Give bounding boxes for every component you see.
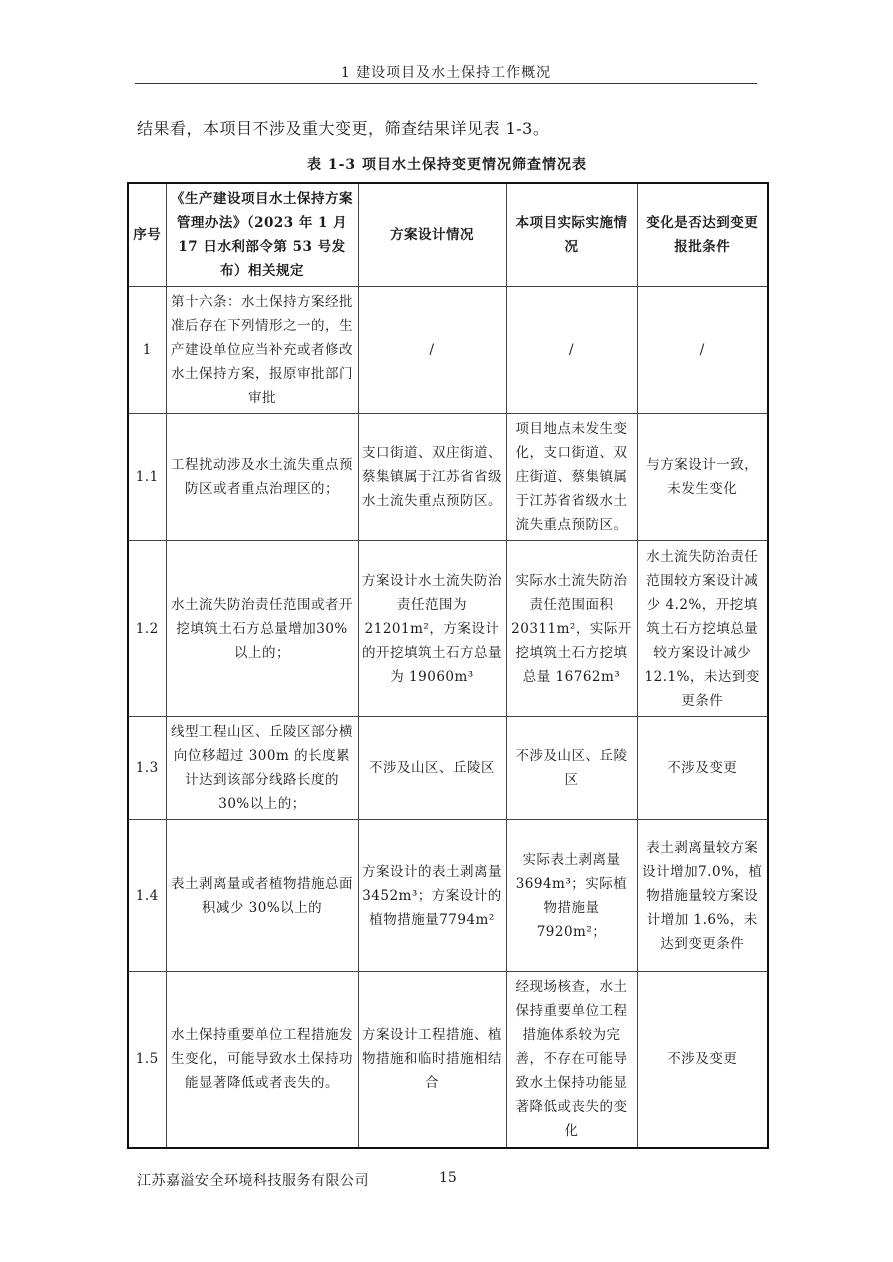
row-result: / [637, 287, 768, 414]
row-design: 方案设计工程措施、植物措施和临时措施相结合 [358, 972, 506, 1148]
row-actual: 实际表土剥离量3694m³；实际植物措施量7920m²； [506, 820, 637, 972]
footer-company: 江苏嘉溢安全环境科技服务有限公司 [137, 1173, 369, 1189]
row-no: 1.4 [128, 820, 166, 972]
row-actual: 项目地点未发生变化，支口街道、双庄街道、蔡集镇属于江苏省省级水土流失重点预防区。 [506, 414, 637, 541]
col-header-rule: 《生产建设项目水土保持方案管理办法》（2023 年 1 月 17 日水利部令第 53 号发布）相关规定 [166, 183, 358, 287]
row-design: 不涉及山区、丘陵区 [358, 717, 506, 820]
row-result: 表土剥离量较方案设计增加7.0%，植物措施量较方案设计增加 1.6%，未达到变更条件 [637, 820, 768, 972]
table-row [128, 717, 768, 820]
row-rule: 水土流失防治责任范围或者开挖填筑土石方总量增加30%以上的； [166, 541, 358, 717]
table-header-row [128, 183, 768, 287]
row-design: 方案设计水土流失防治责任范围为21201m²，方案设计的开挖填筑土石方总量为 19060m³ [358, 541, 506, 717]
intro-text: 结果看，本项目不涉及重大变更，筛查结果详见表 1-3。 [137, 119, 550, 138]
row-rule: 工程扰动涉及水土流失重点预防区或者重点治理区的； [166, 414, 358, 541]
row-design: / [358, 287, 506, 414]
table-caption: 表 1-3 项目水土保持变更情况筛查情况表 [306, 157, 588, 173]
table-row [128, 287, 768, 414]
row-no: 1.2 [128, 541, 166, 717]
row-actual: 实际水土流失防治责任范围面积20311m²，实际开挖填筑土石方挖填总量 16762m³ [506, 541, 637, 717]
row-actual: / [506, 287, 637, 414]
page-header: 1 建设项目及水土保持工作概况 [340, 65, 552, 81]
row-rule: 第十六条：水土保持方案经批准后存在下列情形之一的，生产建设单位应当补充或者修改水土保持方案，报原审批部门审批 [166, 287, 358, 414]
row-design: 支口街道、双庄街道、蔡集镇属于江苏省省级水土流失重点预防区。 [358, 414, 506, 541]
table-row [128, 972, 768, 1148]
row-result: 水土流失防治责任范围较方案设计减少 4.2%，开挖填筑土石方挖填总量较方案设计减少 12.1%，未达到变更条件 [637, 541, 768, 717]
row-actual: 经现场核查，水土保持重要单位工程措施体系较为完善，不存在可能导致水土保持功能显著降低或丧失的变化 [506, 972, 637, 1148]
col-header-no: 序号 [128, 183, 166, 287]
row-no: 1 [128, 287, 166, 414]
row-rule: 线型工程山区、丘陵区部分横向位移超过 300m 的长度累计达到该部分线路长度的30%以上的； [166, 717, 358, 820]
table-row [128, 820, 768, 972]
row-actual: 不涉及山区、丘陵区 [506, 717, 637, 820]
page-number: 15 [439, 1170, 457, 1186]
screening-table [127, 182, 769, 1149]
row-rule: 水土保持重要单位工程措施发生变化，可能导致水土保持功能显著降低或者丧失的。 [166, 972, 358, 1148]
col-header-design: 方案设计情况 [358, 183, 506, 287]
row-result: 与方案设计一致，未发生变化 [637, 414, 768, 541]
table-row [128, 541, 768, 717]
col-header-result: 变化是否达到变更报批条件 [637, 183, 768, 287]
row-rule: 表土剥离量或者植物措施总面积减少 30%以上的 [166, 820, 358, 972]
table-row [128, 414, 768, 541]
header-divider [135, 83, 757, 84]
row-no: 1.3 [128, 717, 166, 820]
row-result: 不涉及变更 [637, 972, 768, 1148]
row-result: 不涉及变更 [637, 717, 768, 820]
row-design: 方案设计的表土剥离量 3452m³；方案设计的植物措施量7794m² [358, 820, 506, 972]
row-no: 1.5 [128, 972, 166, 1148]
row-no: 1.1 [128, 414, 166, 541]
col-header-actual: 本项目实际实施情况 [506, 183, 637, 287]
